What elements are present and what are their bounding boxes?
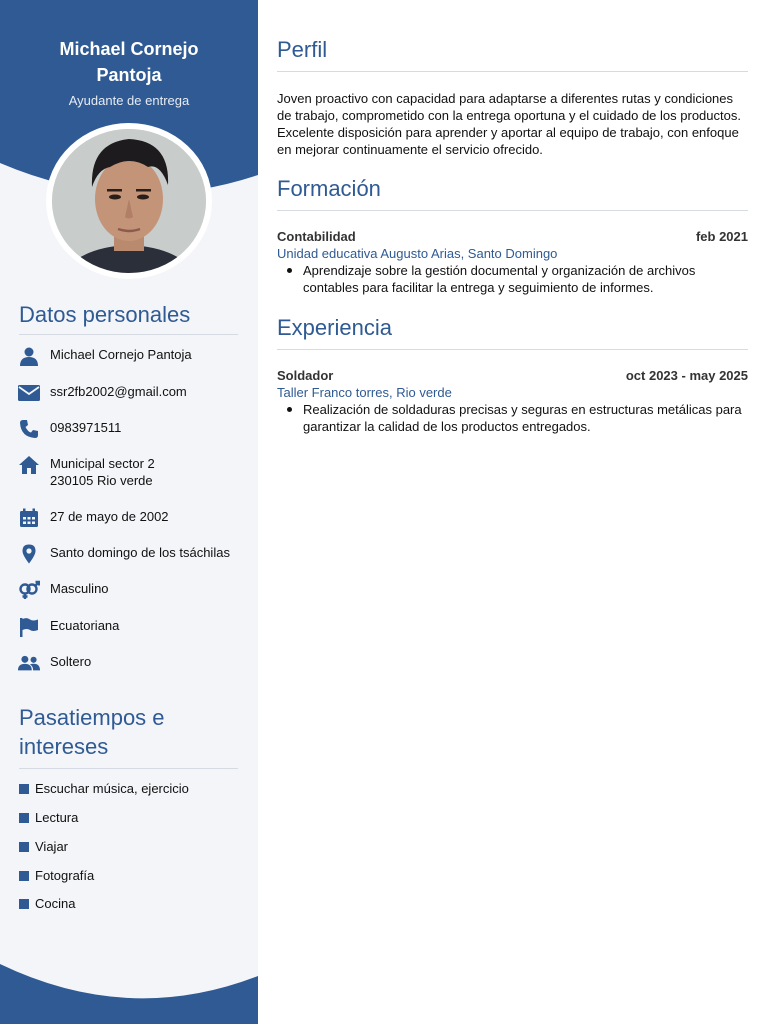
footer-background xyxy=(0,964,258,1024)
square-bullet-icon xyxy=(19,899,29,909)
hobby-label: Cocina xyxy=(35,896,76,911)
flag-icon xyxy=(17,617,41,637)
hobby-item xyxy=(19,868,94,883)
experience-heading: Experiencia xyxy=(277,315,392,340)
personal-civil-status-row xyxy=(17,653,247,673)
address-line-2: 230105 Rio verde xyxy=(50,473,153,488)
education-degree: Contabilidad xyxy=(277,229,356,244)
personal-name: Michael Cornejo Pantoja xyxy=(50,347,192,362)
personal-gender-row xyxy=(17,580,247,600)
experience-position: Soldador xyxy=(277,368,334,383)
location-pin-icon xyxy=(17,544,41,564)
personal-email[interactable]: ssr2fb2002@gmail.com xyxy=(50,384,187,399)
square-bullet-icon xyxy=(19,813,29,823)
divider xyxy=(277,349,748,350)
square-bullet-icon xyxy=(19,871,29,881)
hobby-label: Escuchar música, ejercicio xyxy=(35,781,189,796)
candidate-role: Ayudante de entrega xyxy=(68,93,190,108)
phone-icon xyxy=(17,419,41,439)
personal-gender: Masculino xyxy=(50,581,109,596)
profile-heading: Perfil xyxy=(277,37,328,62)
divider xyxy=(19,768,238,769)
gender-icon xyxy=(17,580,41,600)
experience-entry-header xyxy=(277,368,748,383)
divider xyxy=(277,71,748,72)
hobby-item xyxy=(19,781,189,796)
personal-name-row xyxy=(17,346,247,366)
hobbies-heading-line-1: Pasatiempos e xyxy=(19,705,165,730)
personal-birthdate: 27 de mayo de 2002 xyxy=(50,509,169,524)
personal-birthplace: Santo domingo de los tsáchilas xyxy=(50,545,230,560)
divider xyxy=(277,210,748,211)
home-icon xyxy=(17,455,41,475)
personal-nationality-row xyxy=(17,617,247,637)
education-heading: Formación xyxy=(277,176,381,201)
experience-company: Taller Franco torres, Rio verde xyxy=(277,385,452,400)
address-line-1: Municipal sector 2 xyxy=(50,456,155,471)
person-icon xyxy=(17,346,41,366)
bullet-dot-icon xyxy=(287,407,292,412)
experience-bullet-text: Realización de soldaduras precisas y seguras en estructuras metálicas para garantizar la calidad de los productos entregados. xyxy=(303,402,742,434)
bullet-dot-icon xyxy=(287,268,292,273)
hobby-item xyxy=(19,896,75,911)
profile-photo xyxy=(52,129,206,273)
experience-date: oct 2023 - may 2025 xyxy=(625,368,748,383)
hobby-item xyxy=(19,839,68,854)
profile-text: Joven proactivo con capacidad para adaptarse a diferentes rutas y condiciones de trabajo, comprometido con la entrega oportuna y el cuidado de los productos. Excelente disposición para aprender y aportar al equipo de trabajo, con enfoque en mejorar continuamente el servicio ofrecido. xyxy=(277,91,741,157)
experience-bullet xyxy=(287,401,748,435)
hobby-label: Lectura xyxy=(35,810,79,825)
education-bullet-text: Aprendizaje sobre la gestión documental y organización de archivos contables para facilitar la entrega y seguimiento de informes. xyxy=(303,263,696,295)
education-entry-header xyxy=(277,229,748,244)
personal-civil-status: Soltero xyxy=(50,654,92,669)
calendar-icon xyxy=(17,508,41,528)
hobby-label: Fotografía xyxy=(35,868,95,883)
hobbies-heading-line-2: intereses xyxy=(19,734,109,759)
hobby-label: Viajar xyxy=(35,839,69,854)
education-institution: Unidad educativa Augusto Arias, Santo Domingo xyxy=(277,246,558,261)
education-date: feb 2021 xyxy=(695,229,748,244)
hobbies-heading xyxy=(19,703,165,761)
personal-email-row xyxy=(17,383,247,403)
square-bullet-icon xyxy=(19,784,29,794)
personal-phone[interactable]: 0983971511 xyxy=(50,420,122,435)
personal-data-heading: Datos personales xyxy=(19,302,191,327)
personal-phone-row xyxy=(17,419,247,439)
people-icon xyxy=(17,653,41,673)
personal-address-row xyxy=(17,455,247,489)
personal-address xyxy=(50,455,155,489)
square-bullet-icon xyxy=(19,842,29,852)
hobby-item xyxy=(19,810,78,825)
education-bullet xyxy=(287,262,748,296)
personal-nationality: Ecuatoriana xyxy=(50,618,120,633)
personal-birthplace-row xyxy=(17,544,247,564)
divider xyxy=(19,334,238,335)
personal-birthdate-row xyxy=(17,508,247,528)
email-icon xyxy=(17,383,41,403)
candidate-name: Michael Cornejo Pantoja xyxy=(59,39,199,85)
